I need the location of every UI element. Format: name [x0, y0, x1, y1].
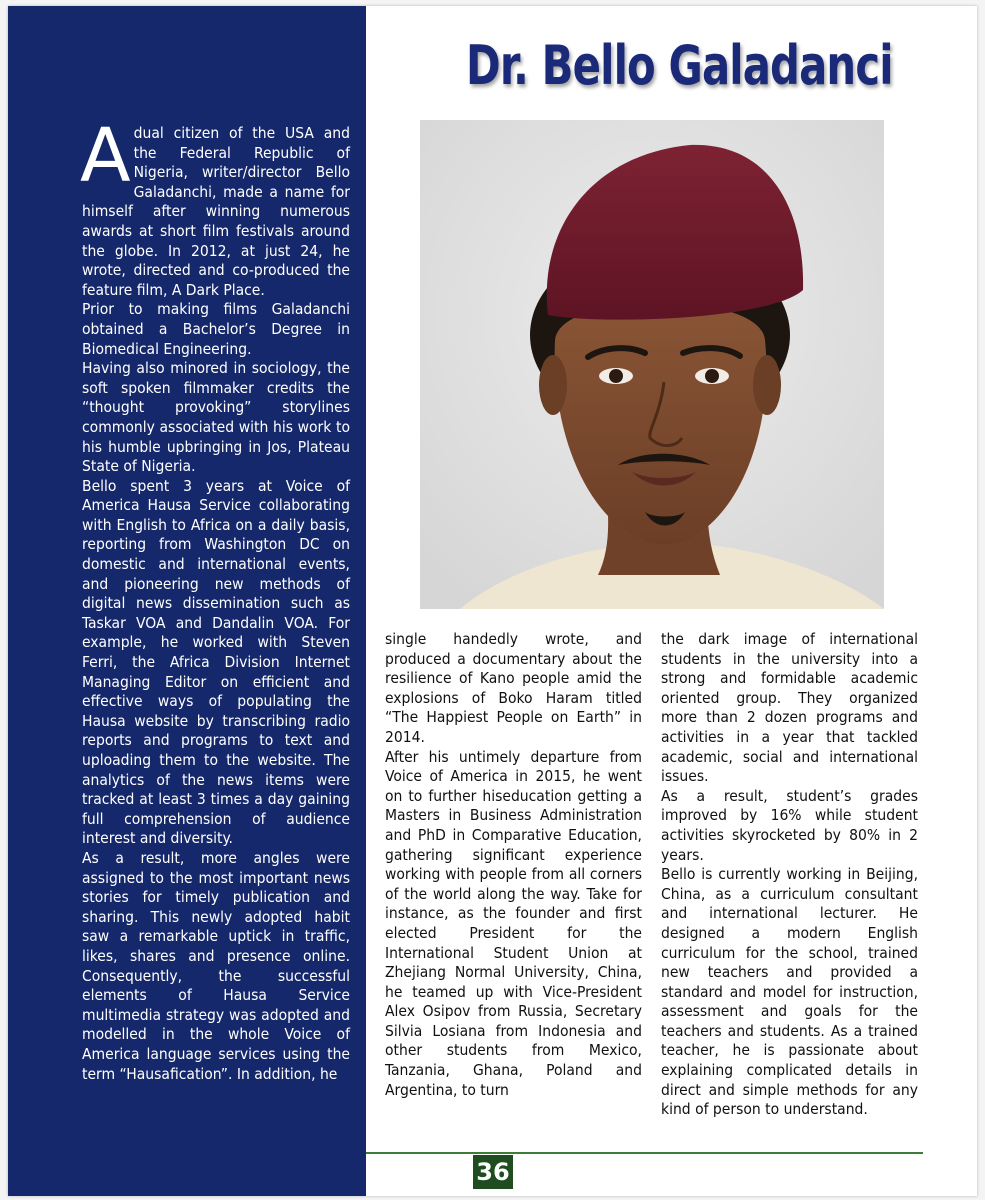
magazine-page — [8, 6, 977, 1196]
page-number: 36 — [473, 1155, 513, 1189]
drop-cap: A — [80, 113, 131, 199]
right-article-column — [661, 630, 918, 1120]
left-paragraph-2: Prior to making films Galadanchi obtained a Bachelor’s Degree in Biomedical Engineering. — [82, 300, 350, 358]
left-paragraph-4: Bello spent 3 years at Voice of America Hausa Service collaborating with English to Africa on a daily basis, reporting from Washington DC on domestic and international events, and pioneering new methods of digital news dissemination such as Taskar VOA and Dandalin VOA. For example, he worked with Steven Ferri, the Africa Division Internet Managing Editor on efficient and effective ways of populating the Hausa website by transcribing radio reports and programs to text and uploading them to the website. The analytics of the news items were tracked at least 3 times a day gaining full comprehension of audience interest and diversity. — [82, 476, 350, 848]
left-paragraph-1 — [80, 113, 350, 300]
right-paragraph-2: As a result, student’s grades improved by 16% while student activities skyrocketed by 80% in 2 years. — [661, 786, 918, 864]
right-paragraph-3: Bello is currently working in Beijing, China, as a curriculum consultant and international lecturer. He designed a modern English curriculum for the school, trained new teachers and provided a standard and model for instruction, assessment and goals for the teachers and students. As a trained teacher, he is passionate about explaining complicated details in direct and simple methods for any kind of person to understand. — [661, 865, 918, 1119]
left-paragraph-5: As a result, more angles were assigned to the most important news stories for timely publication and sharing. This newly adopted habit saw a remarkable uptick in traffic, likes, shares and presence online. Consequently, the successful elements of Hausa Service multimedia strategy was adopted and modelled in the whole Voice of America language services using the term “Hausafication”. In addition, he — [82, 848, 350, 1083]
middle-article-column — [385, 630, 642, 1100]
right-paragraph-1: the dark image of international students in the university into a strong and formidable academic oriented group. They organized more than 2 dozen programs and activities in a year that tackled academic, social and international issues. — [661, 630, 918, 786]
middle-paragraph-1: single handedly wrote, and produced a documentary about the resilience of Kano people amid the explosions of Boko Haram titled “The Happiest People on Earth” in 2014. — [385, 630, 642, 746]
middle-paragraph-2: After his untimely departure from Voice of America in 2015, he went on to further hiseducation getting a Masters in Business Administration and PhD in Comparative Education, gathering significant experience working with people from all corners of the world along the way. Take for instance, as the founder and first elected President for the International Student Union at Zhejiang Normal University, China, he teamed up with Vice-President Alex Osipov from Russia, Secretary Silvia Losiana from Indonesia and other students from Mexico, Tanzania, Ghana, Poland and Argentina, to turn — [385, 747, 642, 1099]
left-article-column — [80, 113, 350, 1084]
portrait-photo — [420, 120, 884, 609]
footer-divider — [366, 1152, 923, 1154]
article-title: Dr. Bello Galadanci — [466, 34, 893, 97]
left-paragraph-1-text: dual citizen of the USA and the Federal Republic of Nigeria, writer/director Bello Galadanchi, made a name for himself after winning numerous awards at short film festivals around the globe. In 2012, at just 24, he wrote, directed and co-produced the feature film, A Dark Place. — [82, 124, 350, 299]
left-paragraph-3: Having also minored in sociology, the soft spoken filmmaker credits the “thought provoking” storylines commonly associated with his work to his humble upbringing in Jos, Plateau State of Nigeria. — [82, 359, 350, 476]
